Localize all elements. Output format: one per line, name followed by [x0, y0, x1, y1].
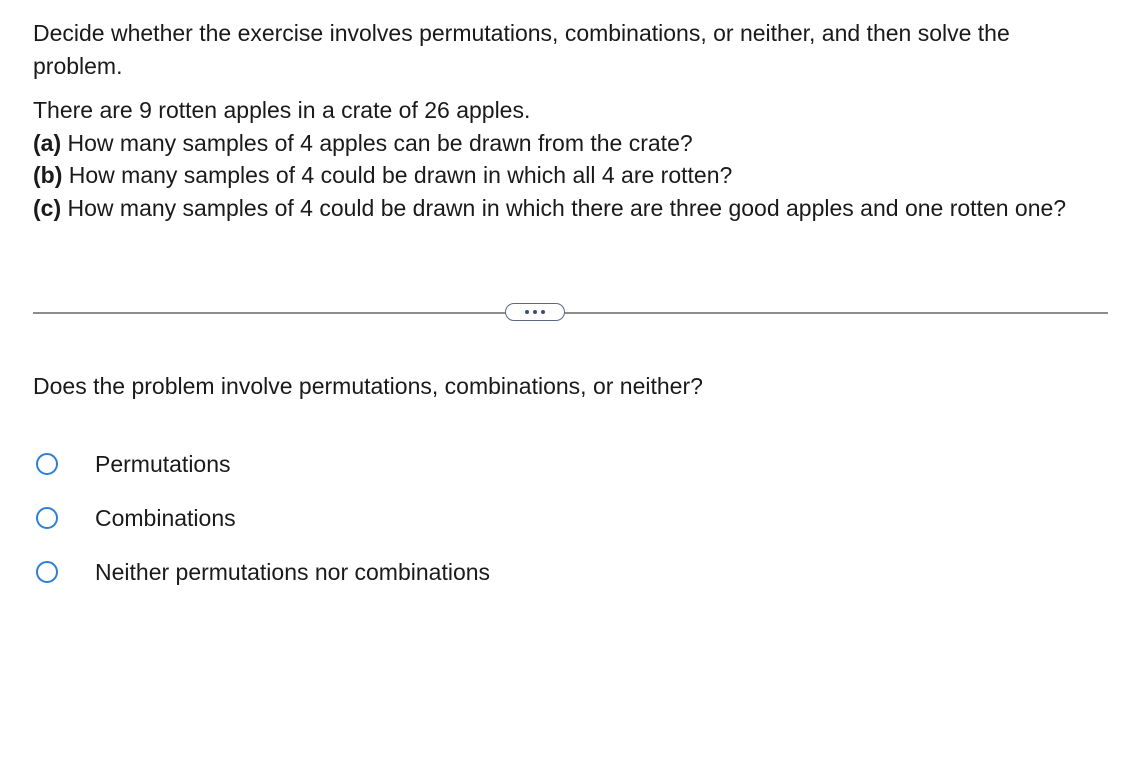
part-b-text: How many samples of 4 could be drawn in which all 4 are rotten?: [62, 162, 733, 188]
expand-button[interactable]: [505, 303, 565, 321]
question-text: Does the problem involve permutations, combinations, or neither?: [33, 373, 703, 399]
option-label[interactable]: Neither permutations nor combinations: [95, 559, 491, 585]
option-combinations[interactable]: [33, 500, 733, 536]
option-neither[interactable]: [33, 554, 733, 590]
problem-part-b: [33, 159, 1103, 192]
section-divider: [33, 312, 1108, 314]
instructions-text: Decide whether the exercise involves permutations, combinations, or neither, and then solve the problem.: [33, 20, 1010, 79]
part-a-label: (a): [33, 129, 62, 156]
ellipsis-icon-dot: [533, 310, 537, 314]
answer-options: [33, 446, 733, 608]
ellipsis-icon-dot: [541, 310, 545, 314]
ellipsis-icon-dot: [525, 310, 529, 314]
part-b-label: (b): [33, 162, 63, 188]
problem-intro: There are 9 rotten apples in a crate of 26 apples.: [33, 97, 531, 123]
part-c-text: How many samples of 4 could be drawn in which there are three good apples and one rotten one?: [61, 194, 1067, 221]
part-c-label: (c): [33, 194, 62, 221]
part-a-text: How many samples of 4 apples can be drawn from the crate?: [61, 129, 693, 156]
problem-statement: [33, 94, 1103, 224]
option-label[interactable]: Combinations: [95, 505, 236, 531]
problem-part-c: [33, 192, 1103, 225]
radio-button-icon[interactable]: [36, 507, 58, 529]
radio-button-icon[interactable]: [36, 561, 58, 583]
option-permutations[interactable]: [33, 446, 733, 482]
option-label[interactable]: Permutations: [95, 451, 231, 477]
radio-button-icon[interactable]: [36, 453, 58, 475]
problem-part-a: [33, 127, 1103, 160]
